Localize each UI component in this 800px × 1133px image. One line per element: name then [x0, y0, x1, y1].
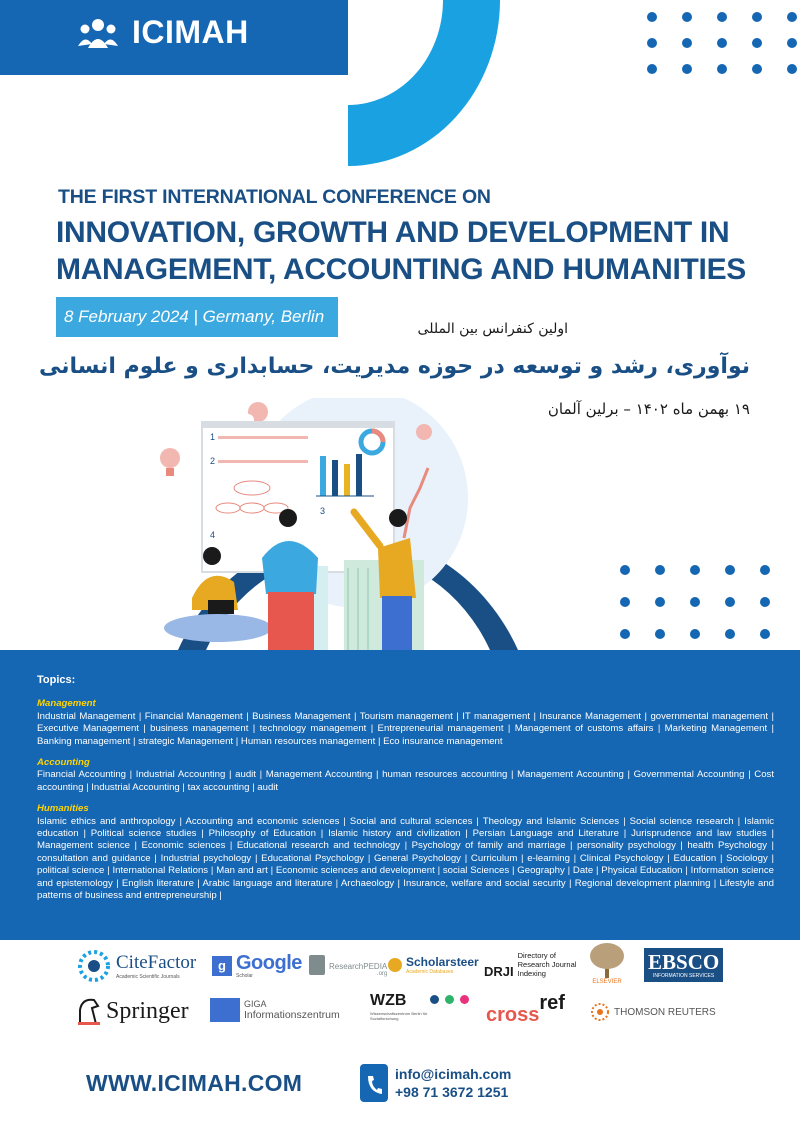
crossref-logo[interactable]	[486, 992, 565, 1026]
google-subtext: Scholar	[236, 973, 253, 979]
springer-horse-icon	[76, 996, 102, 1026]
contact-phone[interactable]: +98 71 3672 1251	[395, 1084, 509, 1100]
giga-text: GIGA	[244, 999, 267, 1009]
springer-logo[interactable]	[76, 996, 189, 1026]
scholarsteer-subtext: Academic Databases	[406, 969, 454, 975]
researchpedia-icon	[309, 955, 325, 975]
conference-title-line1: INNOVATION, GROWTH AND DEVELOPMENT IN	[56, 216, 730, 249]
citefactor-dots-icon	[76, 948, 112, 984]
citefactor-text: CiteFactor	[116, 952, 197, 973]
google-text: Google	[236, 952, 302, 974]
topic-list-management: Industrial Management | Financial Management | Business Management | Tourism management | IT management | Insurance Management | governmental management | Executive Management | business management | technology management | Entrepreneurial management | Management of customs affairs | Marketing Management | Banking management | strategic Management | Human resources management | Eco insurance management	[37, 710, 774, 747]
elsevier-tree-icon	[588, 942, 626, 978]
citefactor-logo[interactable]	[76, 948, 196, 984]
google-scholar-icon: g	[212, 956, 232, 976]
drji-subtext: Directory of Research Journal Indexing	[517, 951, 577, 978]
scholarsteer-icon	[388, 958, 402, 972]
contact-info	[395, 1065, 511, 1101]
thomson-reuters-icon	[590, 1002, 610, 1022]
board-number-4: 4	[210, 530, 216, 540]
wzb-dots-icon	[430, 995, 469, 1004]
researchpedia-text: ResearchPEDIA	[329, 962, 388, 971]
conference-title-line2: MANAGEMENT, ACCOUNTING AND HUMANITIES	[56, 253, 746, 286]
topic-list-accounting: Financial Accounting | Industrial Accounting | audit | Management Accounting | human resources accounting | Management Accounting | Governmental Accounting | Cost accounting | Industrial Accounting | tax accounting | audit	[37, 769, 774, 793]
citefactor-subtext: Academic Scientific Journals	[116, 974, 180, 980]
decorative-arc	[348, 0, 500, 166]
drji-text: DRJI	[484, 964, 514, 979]
website-link[interactable]: WWW.ICIMAH.COM	[86, 1070, 303, 1096]
giga-subtext: Informationszentrum	[244, 1009, 340, 1021]
board-number-1: 1	[210, 432, 216, 442]
researchpedia-logo[interactable]	[309, 952, 387, 977]
board-number-2: 2	[210, 456, 216, 466]
researchpedia-subtext: .org	[376, 971, 388, 977]
scholarsteer-logo[interactable]	[388, 955, 479, 975]
drji-logo[interactable]	[484, 950, 584, 979]
wzb-logo[interactable]	[370, 992, 430, 1021]
ebsco-subtext: INFORMATION SERVICES	[652, 973, 715, 979]
topic-category-management: Management	[37, 698, 96, 710]
conference-subtitle: THE FIRST INTERNATIONAL CONFERENCE ON	[58, 186, 491, 208]
brand-name: ICIMAH	[132, 14, 249, 50]
phone-icon	[360, 1064, 388, 1102]
elsevier-text: ELSEVIER	[592, 979, 622, 985]
ebsco-text: EBSCO	[648, 950, 720, 974]
dot-grid-top	[647, 12, 797, 74]
topics-title: Topics:	[37, 674, 76, 686]
conference-title	[56, 214, 786, 288]
ebsco-logo[interactable]	[644, 948, 723, 982]
brand-logo[interactable]	[76, 14, 249, 51]
topic-category-accounting: Accounting	[37, 757, 90, 769]
date-location-badge: 8 February 2024 | Germany, Berlin	[56, 297, 338, 337]
persian-subtitle: اولین کنفرانس بین المللی	[417, 321, 568, 337]
topic-list-humanities: Islamic ethics and anthropology | Accounting and economic sciences | Social and cultural sciences | Theology and Islamic Sciences | Social science research | Islamic education | Political science studies | Philosophy of Education | Islamic history and civilization | Persian Language and Literature | Jurisprudence and law studies | Management science | Economic sciences | Educational research and technology | Psychology of family and marriage | personality psychology | health Psychology | consultation and guidance | Industrial psychology | Educational Psychology | General Psychology | Curriculum | e-learning | Clinical Psychology | Education | Sociology | political science | International Relations | Man and art | Economic sciences and development | social Sciences | Geography | Date | Physical Education | Information science and epistemology | English literature | Arabic language and literature | Archaeology | Insurance, welfare and social security | Regional development planning | Lifestyle and patterns of business and entrepreneurship |	[37, 815, 774, 902]
scholarsteer-text: Scholarsteer	[406, 955, 479, 969]
topics-section	[0, 650, 800, 940]
thomson-reuters-logo[interactable]	[590, 1002, 716, 1022]
google-scholar-logo[interactable]	[212, 952, 302, 979]
thomson-reuters-text: THOMSON REUTERS	[614, 1006, 716, 1018]
giga-logo[interactable]	[210, 998, 340, 1022]
topic-category-humanities: Humanities	[37, 803, 89, 815]
dot-grid-right	[620, 565, 770, 639]
people-group-icon	[76, 16, 120, 50]
giga-map-icon	[210, 998, 240, 1022]
business-team-illustration	[148, 398, 528, 650]
crossref-text: crossref	[486, 992, 565, 1026]
board-number-3: 3	[320, 506, 326, 516]
persian-title: نوآوری، رشد و توسعه در حوزه مدیریت، حسابداری و علوم انسانی	[38, 354, 750, 379]
wzb-subtext: Wissenschaftszentrum Berlin für Sozialforschung	[370, 1011, 428, 1021]
wzb-text: WZB	[370, 992, 407, 1009]
springer-text: Springer	[106, 997, 189, 1024]
elsevier-logo[interactable]	[588, 942, 626, 985]
contact-email[interactable]: info@icimah.com	[395, 1066, 512, 1082]
persian-date: ۱۹ بهمن ماه ۱۴۰۲ – برلین آلمان	[547, 400, 750, 418]
